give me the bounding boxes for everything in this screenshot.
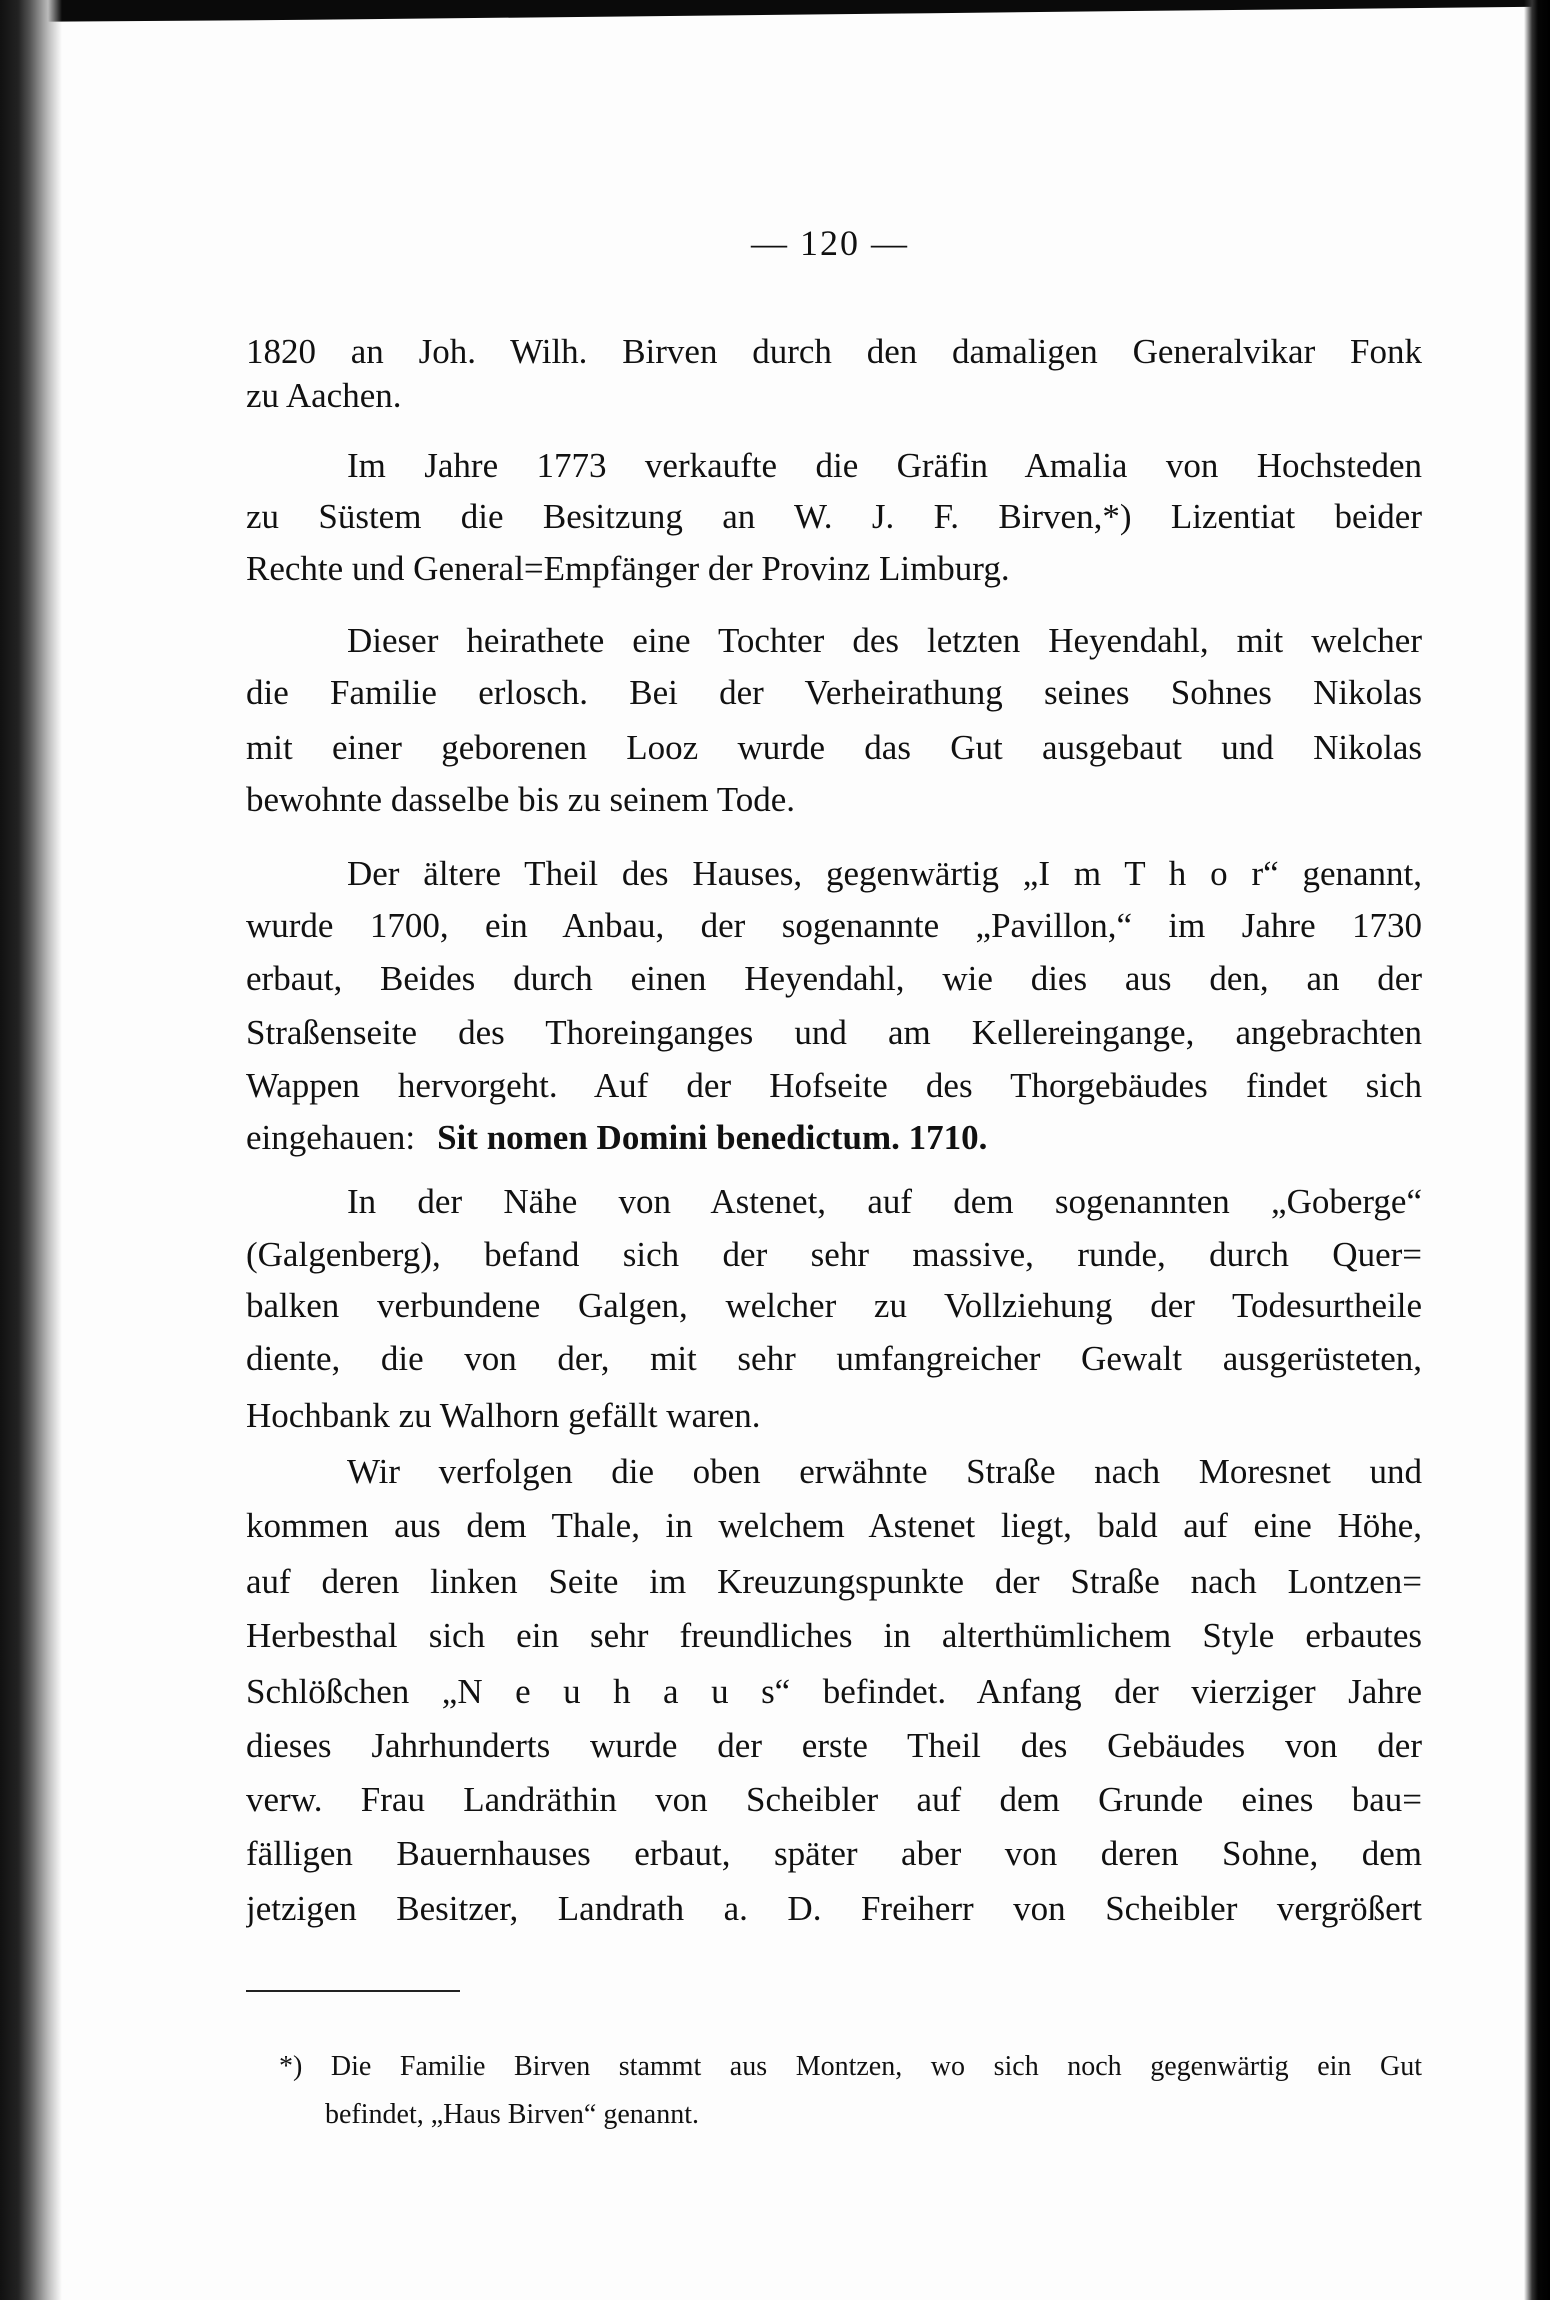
text-line <box>246 1113 1422 1163</box>
text-line: erbaut, Beides durch einen Heyendahl, wie dies aus den, an der <box>246 959 1422 998</box>
text-line: dieses Jahrhunderts wurde der erste Theil des Gebäudes von der <box>246 1726 1422 1765</box>
text-line: Wir verfolgen die oben erwähnte Straße nach Moresnet und <box>347 1452 1422 1491</box>
text-line: fälligen Bauernhauses erbaut, später aber von deren Sohne, dem <box>246 1834 1422 1873</box>
text-line: mit einer geborenen Looz wurde das Gut ausgebaut und Nikolas <box>246 728 1422 767</box>
footnote-separator <box>246 1990 460 1992</box>
text-line: zu Süstem die Besitzung an W. J. F. Birven,*) Lizentiat beider <box>246 497 1422 536</box>
text-line: (Galgenberg), befand sich der sehr massive, runde, durch Quer= <box>246 1235 1422 1274</box>
text-line: In der Nähe von Astenet, auf dem sogenannten „Goberge“ <box>347 1182 1422 1221</box>
text-line: Schlößchen „N e u h a u s“ befindet. Anfang der vierziger Jahre <box>246 1672 1422 1711</box>
scan-edge-top <box>0 0 1550 22</box>
text-line: bewohnte dasselbe bis zu seinem Tode. <box>246 780 795 819</box>
text-line: Rechte und General=Empfänger der Provinz Limburg. <box>246 549 1010 588</box>
text-line: Dieser heirathete eine Tochter des letzten Heyendahl, mit welcher <box>347 621 1422 660</box>
text-line: Straßenseite des Thoreinganges und am Kellereingange, angebrachten <box>246 1013 1422 1052</box>
text-line: Im Jahre 1773 verkaufte die Gräfin Amalia von Hochsteden <box>347 446 1422 485</box>
text-line: balken verbundene Galgen, welcher zu Vollziehung der Todesurtheile <box>246 1286 1422 1325</box>
text-line: Herbesthal sich ein sehr freundliches in alterthümlichem Style erbautes <box>246 1616 1422 1655</box>
text-line: die Familie erlosch. Bei der Verheirathung seines Sohnes Nikolas <box>246 673 1422 712</box>
text-line: zu Aachen. <box>246 376 402 415</box>
text-line: verw. Frau Landräthin von Scheibler auf dem Grunde eines bau= <box>246 1780 1422 1819</box>
text-line: jetzigen Besitzer, Landrath a. D. Freiherr von Scheibler vergrößert <box>246 1889 1422 1928</box>
text-line: Hochbank zu Walhorn gefällt waren. <box>246 1396 761 1435</box>
scan-edge-right <box>1524 0 1550 2300</box>
latin-inscription: Sit nomen Domini benedictum. 1710. <box>437 1118 988 1157</box>
text-line-prefix: eingehauen: <box>246 1118 416 1157</box>
page-number: — 120 — <box>751 223 909 263</box>
text-line: diente, die von der, mit sehr umfangreicher Gewalt ausgerüsteten, <box>246 1339 1422 1378</box>
text-line: 1820 an Joh. Wilh. Birven durch den damaligen Generalvikar Fonk <box>246 332 1422 371</box>
text-line: auf deren linken Seite im Kreuzungspunkte der Straße nach Lontzen= <box>246 1562 1422 1601</box>
text-line: wurde 1700, ein Anbau, der sogenannte „Pavillon,“ im Jahre 1730 <box>246 906 1422 945</box>
footnote-line: befindet, „Haus Birven“ genannt. <box>325 2099 699 2130</box>
text-line: kommen aus dem Thale, in welchem Astenet liegt, bald auf eine Höhe, <box>246 1506 1422 1545</box>
footnote-line: *) Die Familie Birven stammt aus Montzen, wo sich noch gegenwärtig ein Gut <box>279 2051 1422 2082</box>
text-line: Wappen hervorgeht. Auf der Hofseite des Thorgebäudes findet sich <box>246 1066 1422 1105</box>
scan-edge-left <box>0 0 62 2300</box>
text-line: Der ältere Theil des Hauses, gegenwärtig „I m T h o r“ genannt, <box>347 854 1422 893</box>
